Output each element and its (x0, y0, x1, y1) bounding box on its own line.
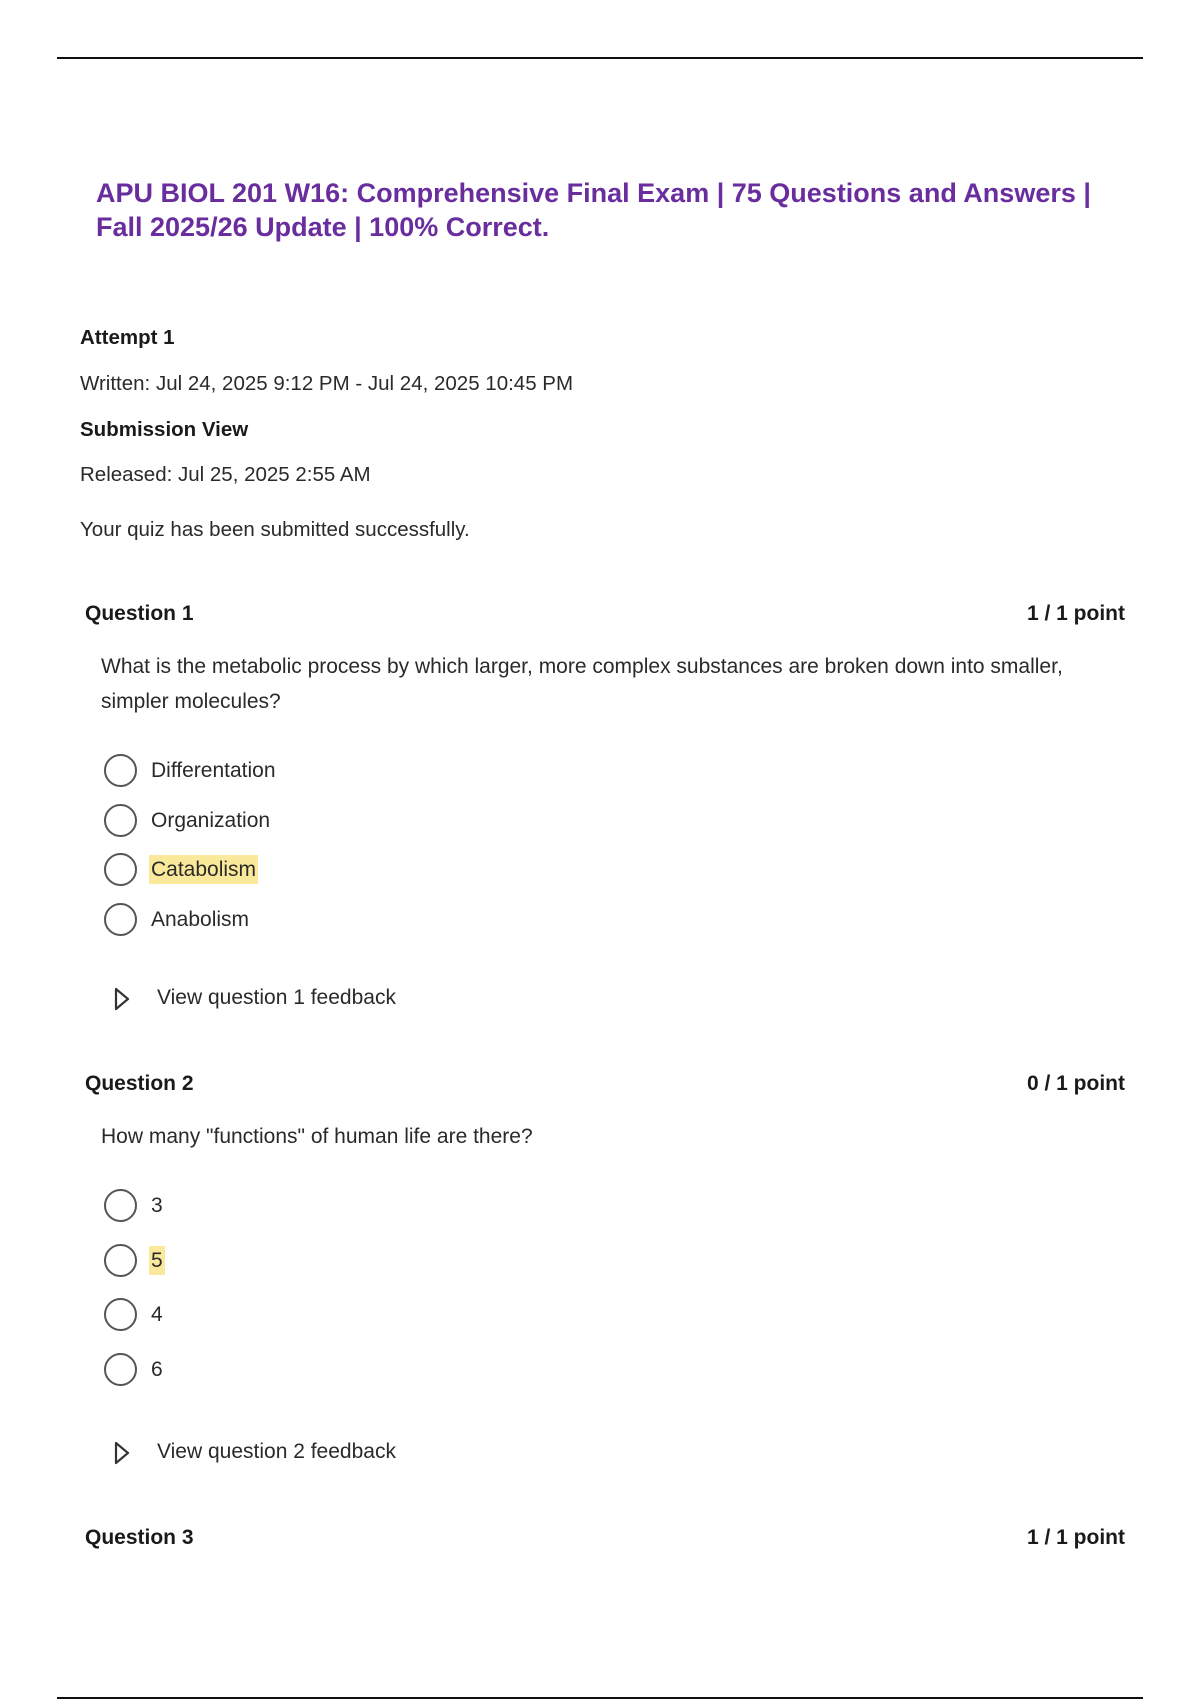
radio-button[interactable] (104, 1353, 137, 1386)
option-label: 3 (151, 1194, 163, 1217)
submission-view-heading: Submission View (80, 418, 249, 441)
question-2-text: How many "functions" of human life are there? (101, 1125, 533, 1148)
question-3-header (85, 1524, 1125, 1552)
radio-button[interactable] (104, 903, 137, 936)
question-2-score: 0 / 1 point (1026, 1072, 1125, 1095)
question-3-score: 1 / 1 point (1026, 1526, 1125, 1549)
question-2-title: Question 2 (85, 1072, 194, 1095)
question-3-title: Question 3 (85, 1526, 194, 1549)
option-label: Anabolism (151, 908, 250, 931)
expand-triangle-icon (113, 987, 131, 1011)
submission-status-message: Your quiz has been submitted successfully. (80, 518, 470, 541)
radio-button[interactable] (104, 853, 137, 886)
written-dates: Written: Jul 24, 2025 9:12 PM - Jul 24, 2025 10:45 PM (80, 372, 574, 395)
released-date: Released: Jul 25, 2025 2:55 AM (80, 463, 371, 486)
question-1-header (85, 600, 1125, 628)
feedback-label: View question 1 feedback (157, 986, 396, 1009)
attempt-heading: Attempt 1 (80, 326, 175, 349)
option-label: Differentation (151, 759, 276, 782)
top-rule (57, 57, 1143, 59)
radio-button[interactable] (104, 1244, 137, 1277)
question-1-score: 1 / 1 point (1026, 602, 1125, 625)
option-label: Organization (151, 809, 271, 832)
radio-button[interactable] (104, 804, 137, 837)
option-label-highlighted: Catabolism (149, 855, 258, 884)
radio-button[interactable] (104, 1189, 137, 1222)
bottom-rule (57, 1697, 1143, 1699)
document-title: APU BIOL 201 W16: Comprehensive Final Exam | 75 Questions and Answers | Fall 2025/26 Update | 100% Correct. (96, 178, 1091, 242)
expand-triangle-icon (113, 1441, 131, 1465)
question-1-text: What is the metabolic process by which larger, more complex substances are broken down into smaller, simpler molecules? (101, 655, 1063, 713)
question-2-header (85, 1070, 1125, 1098)
option-label: 6 (151, 1358, 163, 1381)
option-label-highlighted: 5 (149, 1246, 165, 1275)
radio-button[interactable] (104, 754, 137, 787)
option-label: 4 (151, 1303, 163, 1326)
feedback-label: View question 2 feedback (157, 1440, 396, 1463)
question-1-title: Question 1 (85, 602, 194, 625)
radio-button[interactable] (104, 1298, 137, 1331)
